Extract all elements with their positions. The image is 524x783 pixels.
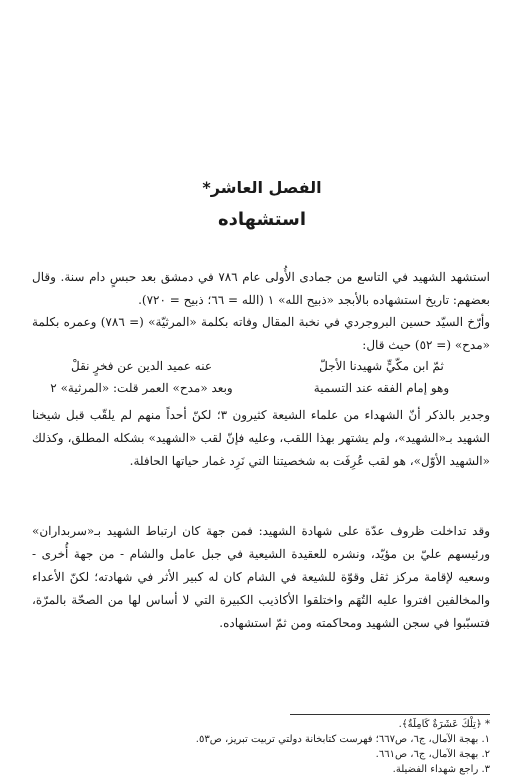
verse-hemistich-left: وبعد «مدح» العمر قلت: «المرثية» ٢ xyxy=(50,381,233,395)
footnote-1: ١. بهجة الآمال، ج٦، ص٦٦٧؛ فهرست كتابخانة دولتي تربيت تبريز، ص٥٣. xyxy=(195,734,490,745)
paragraph-1: استشهد الشهيد في التاسع من جمادى الأُولى عام ٧٨٦ في دمشق بعد حبسٍ دام سنة. وقال بعضهم: تاريخ استشهاده بالأبجد «ذبيح الله» ١ (الله = ٦٦؛ ذبيح = ٧٢٠). xyxy=(32,270,490,307)
paragraph-4: وقد تداخلت ظروف عدّة على شهادة الشهيد: فمن جهة كان ارتباط الشهيد بـ«سربداران» ورئيسهم عليّ بن مؤيّد، ونشره للعقيدة الشيعية في جبل عامل والشام - من جهة أُخرى - وسعيه لإقامة مركز ثقل وقوّة للشيعة في الشام كان له كبير الأثر في شهادته؛ لكنّ الأعداء والمخالفين افتروا عليه التُهَم واختلقوا الأكاذيب الكبيرة التي لا أساس لها من الصحّة بالمرّة، فتسبّبوا في سجن الشهيد ومحاكمته ومن ثمّ استشهاده. xyxy=(32,524,490,630)
verse-hemistich-right: ثمّ ابن مكّيٍّ شهيدنا الأجلّ xyxy=(319,359,444,373)
poem-verses xyxy=(39,355,484,399)
footnote-divider xyxy=(290,714,490,715)
footnote-3: ٣. راجع شهداء الفضيلة. xyxy=(392,764,490,775)
chapter-title: استشهاده xyxy=(217,209,307,230)
paragraph-2: وأرّخ السيّد حسين البروجردي في نخبة المقال وفاته بكلمة «المرثيّة» (= ٧٨٦) وعمره بكلمة «مدح» (= ٥٢) حيث قال: xyxy=(32,315,491,352)
paragraph-3: وجدير بالذكر أنّ الشهداء من علماء الشيعة كثيرون ٣؛ لكنّ أحداً منهم لم يلقّب قبل شيخنا الشهيد بـ«الشهيد»، ولم يشتهر بهذا اللقب، وعليه فإنّ لقب «الشهيد» بشكله المطلق، وكذلك «الشهيد الأوّل»، هو لقب عُرِفَت به شخصيتنا التي نَرِد غمار حياتها الحافلة. xyxy=(32,408,491,468)
verse-hemistich-left: عنه عميد الدين عن فخرٍ نقلْ xyxy=(71,359,212,373)
verse-line xyxy=(39,355,484,377)
chapter-heading: الفصل العاشر* xyxy=(202,178,322,197)
footnote-star: * ﴿تِلْكَ عَشَرَةٌ كَامِلَةٌ﴾. xyxy=(398,719,490,730)
verse-line xyxy=(39,377,484,399)
verse-hemistich-right: وهو إمام الفقه عند التسمية xyxy=(313,381,450,395)
footnote-2: ٢. بهجة الآمال، ج٦، ص٦٦١. xyxy=(375,749,490,760)
